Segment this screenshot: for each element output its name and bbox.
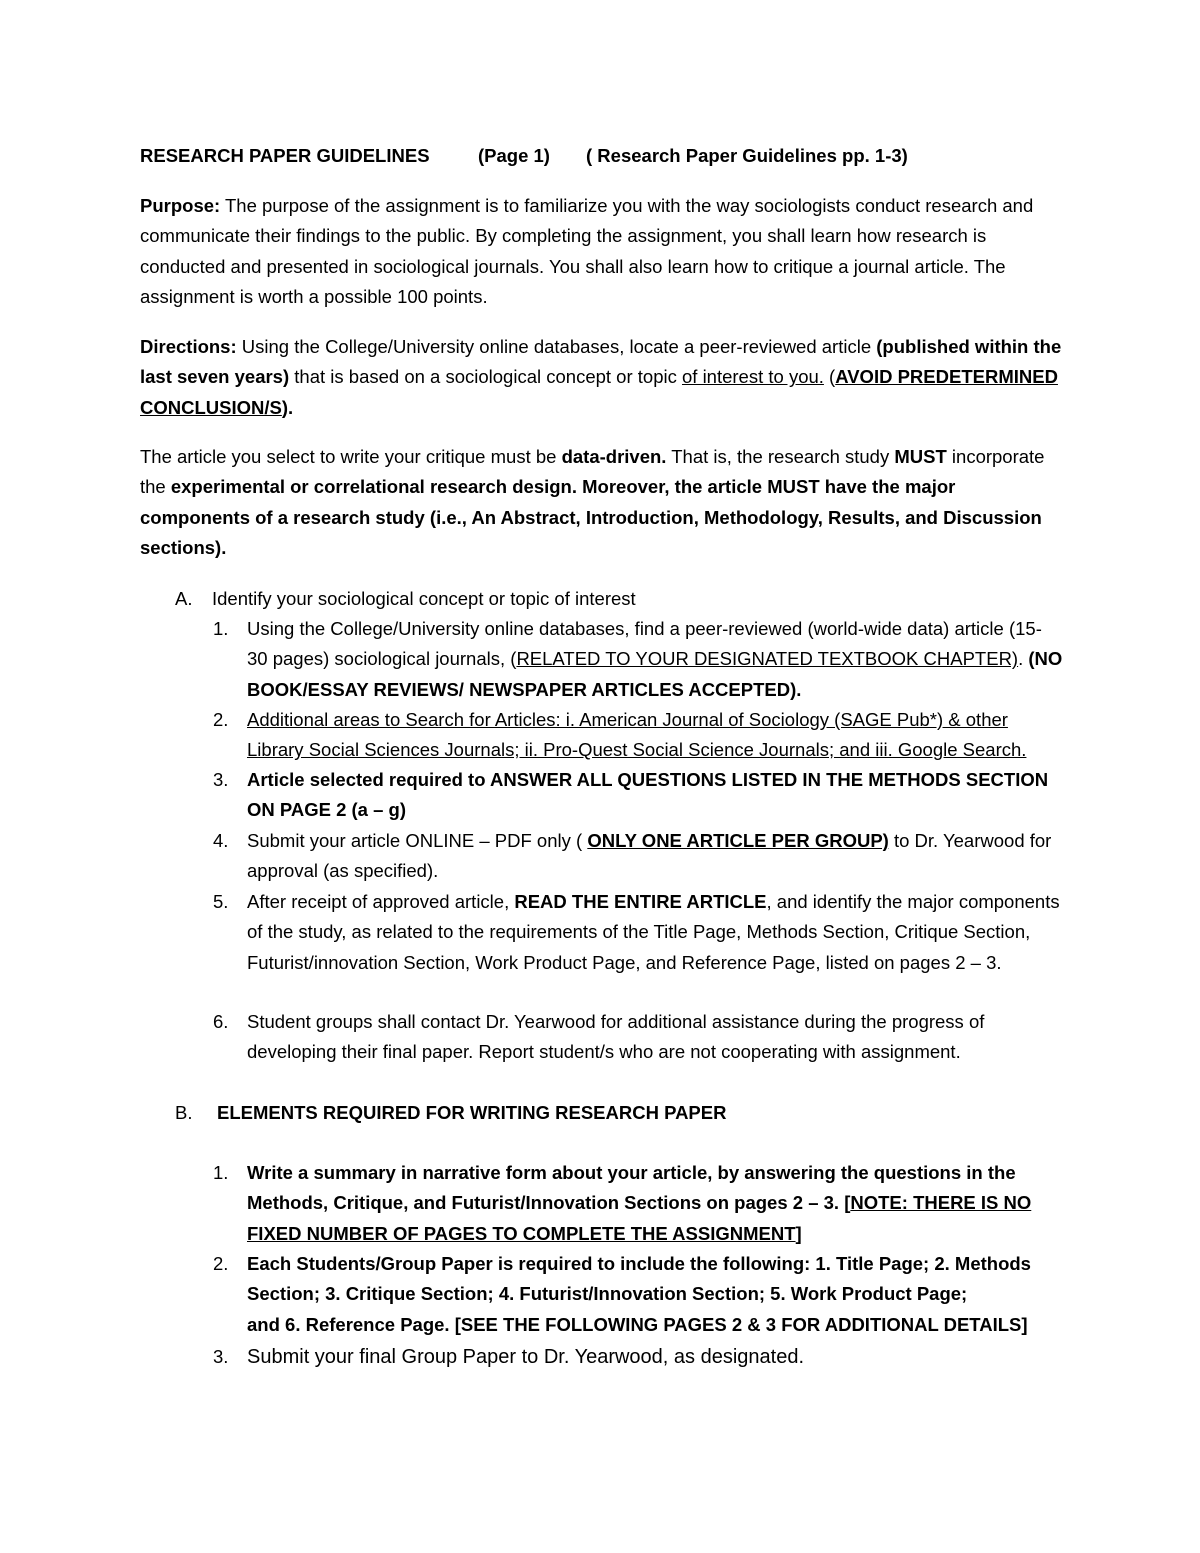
list-item-text xyxy=(247,614,1067,705)
page-reference: ( Research Paper Guidelines pp. 1-3) xyxy=(586,145,908,166)
list-item-text xyxy=(247,765,1067,826)
data-driven-text-1: The article you select to write your critique must be xyxy=(140,446,562,467)
item-bold: ] xyxy=(795,1222,802,1244)
purpose-text: The purpose of the assignment is to familiarize you with the way sociologists conduct research and communicate their findings to the public. By completing the assignment, you shall learn how research is conducted and presented in sociological journals. You shall also learn how to critique a journal article. The assignment is worth a possible 100 points. xyxy=(140,195,1034,307)
section-b-title: ELEMENTS REQUIRED FOR WRITING RESEARCH PAPER xyxy=(217,1102,727,1123)
document-title: RESEARCH PAPER GUIDELINES xyxy=(140,145,430,166)
item-text: to Dr. Yearwood for approval (as specified). xyxy=(247,830,1052,882)
item-text: Submit your final Group Paper to Dr. Yearwood, as designated. xyxy=(247,1346,805,1368)
data-driven-must: MUST xyxy=(894,446,947,467)
item-text: Student groups shall contact Dr. Yearwood for additional assistance during the progress of developing their final paper. Report student/s who are not cooperating with assignment. xyxy=(247,1011,985,1063)
item-bold-underlined: NOTE: THERE IS NO FIXED NUMBER OF PAGES TO COMPLETE THE ASSIGNMENT xyxy=(247,1192,1032,1244)
item-bold: READ THE ENTIRE ARTICLE xyxy=(514,891,767,912)
data-driven-text-2: That is, the research study xyxy=(666,446,895,467)
purpose-paragraph xyxy=(140,191,1070,312)
directions-close: ). xyxy=(281,396,294,418)
list-number: 1. xyxy=(213,618,229,639)
list-item-text xyxy=(247,1158,1067,1249)
directions-publication-window: (published within the last seven years) xyxy=(140,336,1062,388)
list-number: 2. xyxy=(213,1253,229,1274)
list-item-text xyxy=(247,826,1067,887)
item-bold: (NO BOOK/ESSAY REVIEWS/ NEWSPAPER ARTICLES ACCEPTED). xyxy=(247,648,1063,700)
data-driven-requirements: experimental or correlational research design. Moreover, the article MUST have the major components of a research study (i.e., An Abstract, Introduction, Methodology, Results, and Discussion sections). xyxy=(140,476,1042,558)
directions-text-3: ( xyxy=(823,366,836,388)
list-item-text xyxy=(247,1342,1067,1372)
item-underlined: RELATED TO YOUR DESIGNATED TEXTBOOK CHAPTER) xyxy=(516,648,1019,670)
list-number: 1. xyxy=(213,1162,229,1183)
item-bold-underlined: ONLY ONE ARTICLE PER GROUP) xyxy=(587,830,889,851)
section-b-marker: B. xyxy=(175,1102,193,1123)
list-number: 2. xyxy=(213,709,229,730)
section-a-title: Identify your sociological concept or topic of interest xyxy=(212,588,636,609)
list-number: 6. xyxy=(213,1011,229,1032)
item-bold: Write a summary in narrative form about your article, by answering the questions in the Methods, Critique, and Futurist/Innovation Sections on pages 2 – 3. [ xyxy=(247,1162,1016,1214)
item-text: Submit your article ONLINE – PDF only ( xyxy=(247,830,588,851)
list-number: 3. xyxy=(213,769,229,790)
data-driven-term: data-driven. xyxy=(561,446,667,467)
item-bold: and 6. Reference Page. [SEE THE FOLLOWING PAGES 2 & 3 FOR ADDITIONAL DETAILS] xyxy=(247,1313,1028,1335)
list-item-text xyxy=(247,1007,1067,1068)
list-item-text xyxy=(247,1249,1067,1340)
directions-text-1: Using the College/University online databases, locate a peer-reviewed article xyxy=(236,336,877,357)
section-a-marker: A. xyxy=(175,588,193,609)
data-driven-paragraph xyxy=(140,442,1070,563)
item-bold: Article selected required to ANSWER ALL QUESTIONS LISTED IN THE METHODS SECTION ON PAGE 2 (a – g) xyxy=(247,769,1049,821)
item-text: , and identify the major components of the study, as related to the requirements of the Title Page, Methods Section, Critique Section, Futurist/innovation Section, Work Product Page, and Reference Page, listed on pages 2 – 3. xyxy=(247,891,1060,973)
list-item-text xyxy=(247,705,1067,766)
list-number: 3. xyxy=(213,1346,229,1367)
directions-interest: of interest to you. xyxy=(682,366,824,388)
data-driven-text-3: incorporate the xyxy=(140,446,1045,498)
page-indicator: (Page 1) xyxy=(478,145,550,166)
directions-text-2: that is based on a sociological concept or topic xyxy=(289,366,682,388)
list-item-text xyxy=(247,887,1067,978)
directions-paragraph xyxy=(140,332,1070,423)
item-bold: Each Students/Group Paper is required to include the following: 1. Title Page; 2. Methods Section; 3. Critique Section; 4. Futurist/Innovation Section; 5. Work Product Page; xyxy=(247,1253,1031,1305)
purpose-label: Purpose: xyxy=(140,195,221,216)
item-text: . xyxy=(1018,648,1029,670)
list-number: 4. xyxy=(213,830,229,851)
item-text: Using the College/University online databases, find a peer-reviewed (world-wide data) article (15- 30 pages) sociological journals, ( xyxy=(247,618,1042,670)
item-underlined: Additional areas to Search for Articles: i. American Journal of Sociology (SAGE Pub*) & other Library Social Sciences Journals; ii. Pro-Quest Social Science Journals; and iii. Google Search. xyxy=(247,709,1027,761)
directions-avoid-note: AVOID PREDETERMINED CONCLUSION/S xyxy=(140,366,1058,418)
item-text: After receipt of approved article, xyxy=(247,891,515,912)
list-number: 5. xyxy=(213,891,229,912)
directions-label: Directions: xyxy=(140,336,237,357)
